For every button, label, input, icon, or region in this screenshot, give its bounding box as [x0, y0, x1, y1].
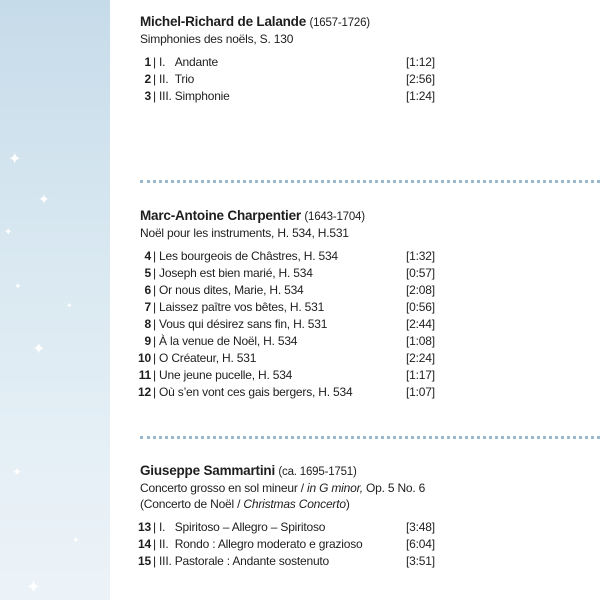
track-row: [140, 249, 600, 266]
track-title: | II. Trio: [153, 72, 195, 86]
track-number: 1: [144, 55, 151, 69]
work-title: [140, 481, 600, 495]
track-number: 8: [144, 317, 151, 331]
track-number: 13: [138, 520, 151, 534]
track-row: [140, 283, 600, 300]
track-duration: [2:24]: [406, 351, 435, 365]
track-duration: [1:32]: [406, 249, 435, 263]
sparkle-icon: ✦: [66, 301, 73, 310]
composer-dates: (ca. 1695-1751): [278, 466, 357, 478]
track-number: 14: [138, 537, 151, 551]
track-row: [140, 72, 600, 89]
track-title: | Joseph est bien marié, H. 534: [153, 266, 313, 280]
track-number: 5: [144, 266, 151, 280]
dotted-divider: [140, 180, 600, 183]
sparkle-icon: ✦: [26, 577, 42, 597]
track-number: 4: [144, 249, 151, 263]
track-title: | Une jeune pucelle, H. 534: [153, 368, 293, 382]
work-title: Noël pour les instruments, H. 534, H.531: [140, 226, 349, 240]
track-title: | O Créateur, H. 531: [153, 351, 257, 365]
track-title: | III. Simphonie: [153, 89, 230, 103]
track-list: [140, 520, 600, 571]
track-duration: [3:51]: [406, 554, 435, 568]
track-title: | Vous qui désirez sans fin, H. 531: [153, 317, 328, 331]
track-duration: [1:24]: [406, 89, 435, 103]
composer-name: Marc-Antoine Charpentier: [140, 208, 301, 223]
track-duration: [2:44]: [406, 317, 435, 331]
sparkle-icon: ✦: [12, 465, 23, 479]
track-row: [140, 89, 600, 106]
work-subtitle-text: ): [345, 497, 350, 511]
track-number: 3: [144, 89, 151, 103]
track-title: | Or nous dites, Marie, H. 534: [153, 283, 304, 297]
track-title: | Où s’en vont ces gais bergers, H. 534: [153, 385, 353, 399]
composer-dates: (1657-1726): [309, 17, 370, 29]
track-title: | I. Andante: [153, 55, 219, 69]
track-number: 15: [138, 554, 151, 568]
work-title-italic: in G minor,: [307, 481, 363, 495]
composer-section-sammartini: [140, 463, 600, 571]
work-title: Simphonies des noëls, S. 130: [140, 32, 294, 46]
track-number: 10: [138, 351, 151, 365]
track-title: | Les bourgeois de Châstres, H. 534: [153, 249, 338, 263]
track-number: 6: [144, 283, 151, 297]
composer-section-lalande: [140, 14, 600, 106]
composer-header: [140, 208, 600, 223]
track-number: 7: [144, 300, 151, 314]
track-title: | II. Rondo : Allegro moderato e grazioso: [153, 537, 363, 551]
track-title: | À la venue de Noël, H. 534: [153, 334, 298, 348]
sparkle-icon: ✦: [4, 227, 13, 238]
sparkle-icon: ✦: [14, 281, 22, 291]
track-duration: [1:17]: [406, 368, 435, 382]
track-row: [140, 300, 600, 317]
composer-header: [140, 14, 600, 29]
track-row: [140, 368, 600, 385]
work-subtitle-italic: Christmas Concerto: [243, 497, 346, 511]
track-number: 2: [144, 72, 151, 86]
track-row: [140, 55, 600, 72]
track-row: [140, 351, 600, 368]
sparkle-icon: ✦: [32, 341, 46, 358]
track-title: | Laissez paître vos bêtes, H. 531: [153, 300, 325, 314]
sparkle-icon: ✦: [72, 535, 80, 545]
composer-header: [140, 463, 600, 478]
track-duration: [6:04]: [406, 537, 435, 551]
track-list: [140, 55, 600, 106]
track-duration: [2:56]: [406, 72, 435, 86]
track-title: | III. Pastorale : Andante sostenuto: [153, 554, 330, 568]
track-duration: [1:07]: [406, 385, 435, 399]
track-number: 11: [138, 368, 151, 382]
track-listing: [140, 0, 600, 600]
track-row: [140, 554, 600, 571]
track-duration: [1:08]: [406, 334, 435, 348]
composer-dates: (1643-1704): [304, 211, 365, 223]
track-row: [140, 537, 600, 554]
track-duration: [2:08]: [406, 283, 435, 297]
track-duration: [1:12]: [406, 55, 435, 69]
composer-name: Giuseppe Sammartini: [140, 463, 275, 478]
work-subtitle: [140, 497, 600, 511]
track-title: | I. Spiritoso – Allegro – Spiritoso: [153, 520, 326, 534]
work-subtitle-text: (Concerto de Noël /: [140, 497, 244, 511]
work-title-text: Op. 5 No. 6: [362, 481, 426, 495]
track-duration: [3:48]: [406, 520, 435, 534]
track-list: [140, 249, 600, 402]
track-number: 12: [138, 385, 151, 399]
sparkle-icon: ✦: [38, 191, 50, 207]
track-row: [140, 266, 600, 283]
composer-name: Michel-Richard de Lalande: [140, 14, 307, 29]
track-duration: [0:57]: [406, 266, 435, 280]
track-row: [140, 334, 600, 351]
decorative-sidebar: [0, 0, 110, 600]
track-row: [140, 385, 600, 402]
track-row: [140, 317, 600, 334]
work-title-text: Concerto grosso en sol mineur /: [140, 481, 308, 495]
dotted-divider: [140, 436, 600, 439]
sparkle-icon: ✦: [8, 151, 22, 168]
composer-section-charpentier: [140, 208, 600, 402]
track-row: [140, 520, 600, 537]
track-duration: [0:56]: [406, 300, 435, 314]
track-number: 9: [144, 334, 151, 348]
